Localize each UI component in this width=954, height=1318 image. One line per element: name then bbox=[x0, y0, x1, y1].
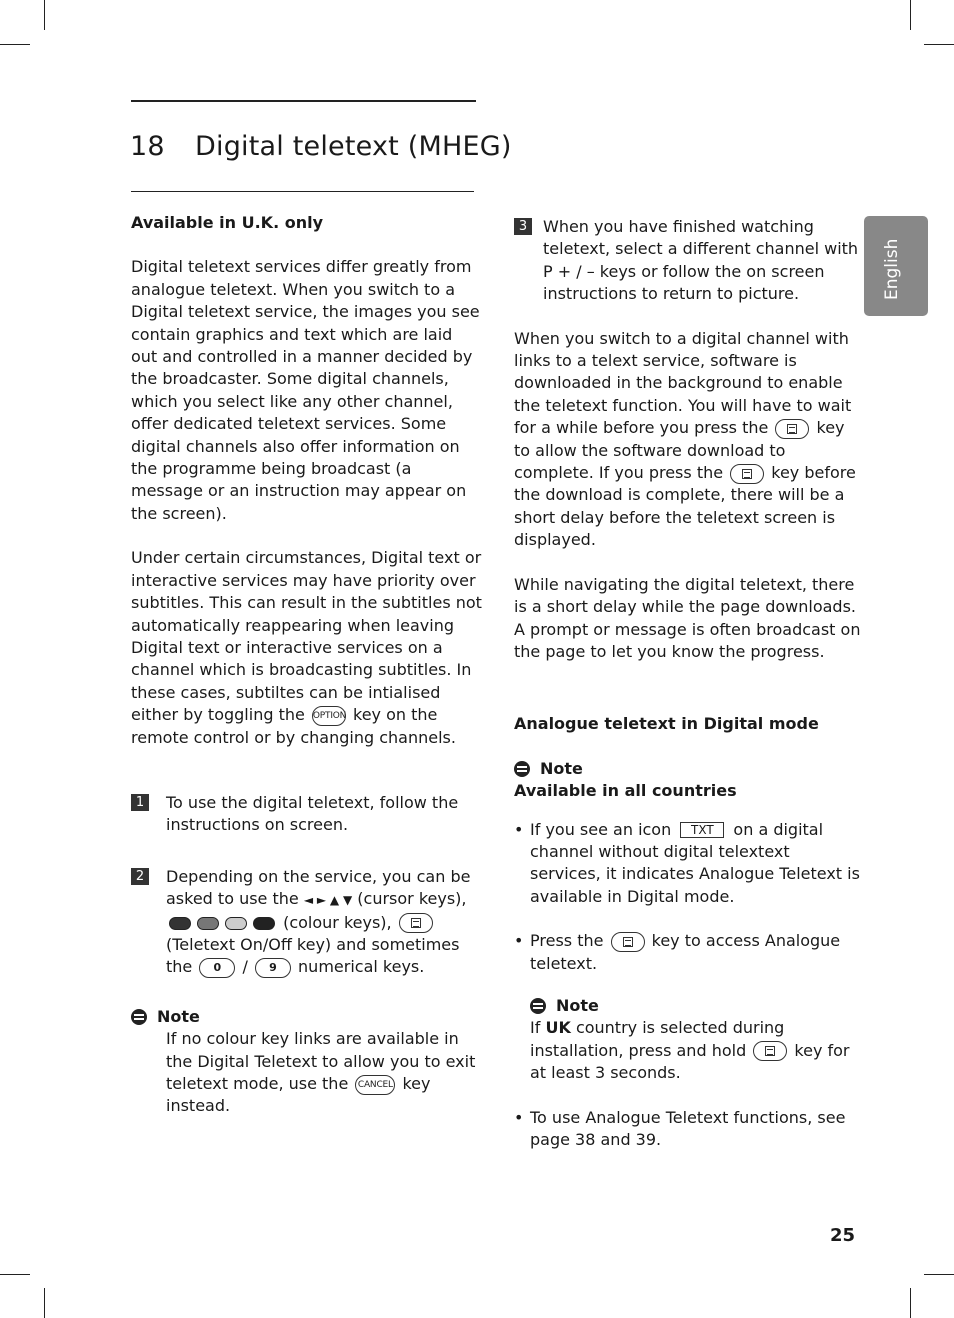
cursor-keys-icon: ◄ ► ▲ ▼ bbox=[303, 893, 353, 908]
step-number-badge: 2 bbox=[131, 868, 149, 885]
paragraph bbox=[131, 547, 483, 749]
step-text: When you have finished watching teletext, select a different channel with P + / – keys or follow the on screen instructions to return to picture. bbox=[543, 217, 859, 304]
list-item-text: To use Analogue Teletext functions, see page 38 and 39. bbox=[530, 1107, 846, 1149]
bullet-dot: • bbox=[514, 819, 524, 839]
crop-mark bbox=[910, 1288, 911, 1318]
title-bottom-rule bbox=[131, 191, 474, 192]
paragraph-text: key to allow the software download to complete. If you press the bbox=[514, 418, 845, 483]
chapter-number: 18 bbox=[130, 131, 165, 162]
zero-key-icon: 0 bbox=[199, 958, 235, 978]
language-tab-label: English bbox=[882, 238, 902, 300]
crop-mark bbox=[924, 1274, 954, 1275]
list-text-part: on a digital channel without digital telextext services, it indicates Analogue Teletext is available in Digital mode. bbox=[530, 819, 860, 906]
paragraph-text: When you switch to a digital channel with links to a telext service, software is downloaded in the background to enable the teletext function. You will have to wait for a while before you press the bbox=[514, 328, 852, 438]
note-heading bbox=[131, 1006, 483, 1028]
note-text-emphasis: UK bbox=[545, 1018, 571, 1038]
note-icon bbox=[131, 1009, 147, 1025]
note-heading bbox=[514, 758, 864, 780]
red-key-icon bbox=[169, 917, 191, 930]
paragraph-text: key before the download is complete, there will be a short delay before the teletext screen is displayed. bbox=[514, 463, 856, 550]
crop-mark bbox=[910, 0, 911, 30]
paragraph bbox=[514, 328, 864, 552]
teletext-key-icon bbox=[611, 932, 645, 952]
note-heading bbox=[530, 995, 864, 1017]
paragraph-text: Under certain circumstances, Digital text or interactive services may have priority over subtitles. This can result in the subtitles not automatically reappearing when leaving Digital text or interactive services on a channel which is broadcasting subtitles. In these cases, subtiltes can be intialised either by toggling the bbox=[131, 548, 482, 725]
right-column bbox=[514, 216, 864, 1151]
note-text-part: country is selected during installation, press and hold bbox=[530, 1018, 785, 1060]
list-item bbox=[514, 1107, 864, 1152]
teletext-key-icon bbox=[753, 1041, 787, 1061]
list-item-text bbox=[530, 930, 864, 975]
note-block bbox=[514, 995, 864, 1085]
list-item bbox=[514, 819, 864, 909]
list-text-part: key to access Analogue teletext. bbox=[530, 931, 841, 973]
option-key-icon: OPTION bbox=[312, 706, 346, 726]
note-text-part: key instead. bbox=[166, 1074, 431, 1116]
section-heading: Analogue teletext in Digital mode bbox=[514, 714, 819, 734]
list-text-part: Press the bbox=[530, 931, 604, 951]
step-text: To use the digital teletext, follow the instructions on screen. bbox=[166, 792, 459, 835]
step-text-part: (colour keys), bbox=[283, 912, 392, 932]
paragraph: While navigating the digital teletext, there is a short delay while the page downloads. A prompt or message is often broadcast on the page to let you know the progress. bbox=[514, 574, 861, 661]
step-text bbox=[166, 866, 483, 979]
step-text-part: numerical keys. bbox=[298, 957, 425, 977]
step-text-part: (cursor keys), bbox=[357, 889, 467, 909]
step-1 bbox=[131, 792, 483, 837]
list-item-text bbox=[530, 819, 864, 909]
bullet-dot: • bbox=[514, 1107, 524, 1127]
section-heading: Available in U.K. only bbox=[131, 213, 324, 232]
step-text-part: / bbox=[242, 957, 248, 977]
step-text-part: (Teletext On/Off key) and sometimes the bbox=[166, 934, 460, 977]
green-key-icon bbox=[197, 917, 219, 930]
note-text-part: If no colour key links are available in the Digital Teletext to allow you to exit teletext mode, use the bbox=[166, 1029, 476, 1093]
teletext-key-icon bbox=[775, 419, 809, 439]
list-item bbox=[514, 930, 864, 975]
paragraph-text: key on the remote control or by changing channels. bbox=[131, 705, 456, 747]
title-top-rule bbox=[131, 100, 476, 102]
paragraph: Digital teletext services differ greatly from analogue teletext. When you switch to a Digital teletext service, the images you see contain graphics and text which are laid out and controlled in a manner decided by the broadcaster. Some digital channels, which you select like any other channel, offer dedicated teletext services. Some digital channels also offer information on the programme being broadcast (a message or an instruction may appear on the screen). bbox=[131, 257, 480, 523]
note-label: Note bbox=[540, 758, 583, 778]
teletext-key-icon bbox=[399, 913, 433, 933]
note-text-part: If bbox=[530, 1018, 541, 1038]
note-text bbox=[530, 1017, 864, 1084]
note-subheading: Available in all countries bbox=[514, 781, 737, 801]
note-label: Note bbox=[157, 1006, 200, 1026]
chapter-title bbox=[130, 131, 512, 162]
teletext-key-icon bbox=[730, 464, 764, 484]
step-3 bbox=[514, 216, 864, 306]
bullet-dot: • bbox=[514, 931, 524, 951]
step-2 bbox=[131, 866, 483, 979]
blue-key-icon bbox=[253, 917, 275, 930]
step-number-badge: 1 bbox=[131, 794, 149, 811]
crop-mark bbox=[0, 44, 30, 45]
note-icon bbox=[530, 998, 546, 1014]
nine-key-icon: 9 bbox=[255, 958, 291, 978]
note-block bbox=[131, 1006, 483, 1118]
list-text-part: If you see an icon bbox=[530, 819, 672, 839]
page-number: 25 bbox=[830, 1225, 856, 1246]
note-icon bbox=[514, 761, 530, 777]
chapter-title-text: Digital teletext (MHEG) bbox=[195, 131, 512, 162]
step-number-badge: 3 bbox=[514, 218, 532, 235]
language-tab bbox=[864, 216, 928, 316]
note-label: Note bbox=[556, 995, 599, 1015]
step-text-part: Depending on the service, you can be asked to use the bbox=[166, 866, 471, 909]
note-text bbox=[131, 1028, 483, 1118]
note-text-part: key for at least 3 seconds. bbox=[530, 1040, 850, 1083]
yellow-key-icon bbox=[225, 917, 247, 930]
crop-mark bbox=[924, 44, 954, 45]
crop-mark bbox=[0, 1274, 30, 1275]
txt-icon: TXT bbox=[680, 822, 724, 838]
cancel-key-icon: CANCEL bbox=[355, 1075, 395, 1095]
crop-mark bbox=[44, 1288, 45, 1318]
crop-mark bbox=[44, 0, 45, 30]
left-column bbox=[131, 212, 483, 1118]
